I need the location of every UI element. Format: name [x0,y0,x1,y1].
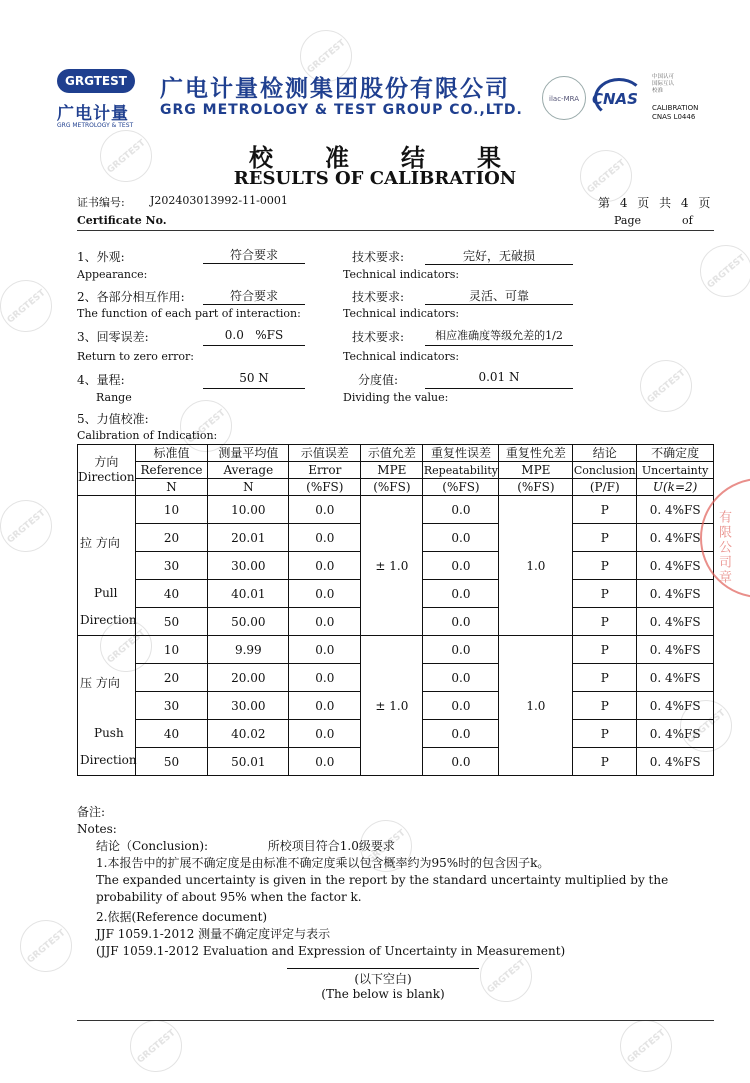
col-uncertainty-unit: U(k=2) [637,479,714,496]
tech-label-cn: 技术要求: [352,290,405,304]
con-cell: P [573,608,637,636]
col-average-cn: 测量平均值 [208,445,289,462]
watermark-logo: GRGTEST [469,939,542,1012]
watermark-logo: GRGTEST [9,909,82,982]
rep-mpe-cell: 1.0 [499,636,573,776]
col-repeatability-en: Repeatability [423,463,499,477]
blank-divider [287,968,479,969]
force-calibration-label-cn: 5、力值校准: [77,412,149,426]
err-cell: 0.0 [289,552,361,580]
cnas-logo-text: CNAS [592,90,638,108]
note1-cn: 1.本报告中的扩展不确定度是由标准不确定度乘以包含概率约为95%时的包含因子k。 [96,856,550,870]
pull-section [78,496,714,636]
col-rep-mpe-en: MPE [499,462,573,479]
col-conclusion-cn: 结论 [573,445,637,462]
underline [203,304,305,305]
tech-label-en: Technical indicators: [343,268,460,281]
notes-label-cn: 备注: [77,805,106,819]
avg-cell: 40.01 [208,580,289,608]
watermark-logo: GRGTEST [669,689,742,762]
watermark-logo: GRGTEST [89,119,162,192]
col-mpe-cn: 示值允差 [361,445,423,462]
col-error-cn: 示值误差 [289,445,361,462]
certificate-number: J202403013992-11-0001 [150,194,288,207]
ref-cell: 10 [135,496,208,524]
col-error-en: Error [289,462,361,479]
unc-cell: 0. 4%FS [637,552,714,580]
underline [203,263,305,264]
certificate-label-cn: 证书编号: [77,196,125,209]
unc-cell: 0. 4%FS [637,636,714,664]
rep-cell: 0.0 [423,636,499,664]
division-label-cn: 分度值: [358,373,399,387]
ref-cell: 40 [135,720,208,748]
below-blank-cn: (以下空白) [354,972,412,986]
col-direction [78,445,136,496]
division-value: 0.01 N [478,370,520,384]
avg-cell: 10.00 [208,496,289,524]
con-cell: P [573,524,637,552]
certificate-label-en: Certificate No. [77,214,167,227]
appearance-label-cn: 1、外观: [77,250,125,264]
unc-cell: 0. 4%FS [637,580,714,608]
watermark-logo: GRGTEST [0,269,63,342]
mpe-cell: ± 1.0 [361,496,423,636]
push-direction-cell [78,636,136,776]
tech-label-cn: 技术要求: [352,330,405,344]
unc-cell: 0. 4%FS [637,748,714,776]
note1-en-line2: probability of about 95% when the factor k. [96,890,362,904]
col-uncertainty-cn: 不确定度 [637,445,714,462]
con-cell: P [573,748,637,776]
notes-section [77,804,668,960]
underline [425,388,573,389]
force-calibration-label-en: Calibration of Indication: [77,429,218,442]
header-direction-en: Direction [78,470,135,484]
tech1-value: 完好，无破损 [462,249,535,263]
note2-cn: JJF 1059.1-2012 测量不确定度评定与表示 [96,927,331,941]
appearance-value: 符合要求 [229,248,278,262]
watermark-logo: GRGTEST [629,349,702,422]
tech2-value: 灵活、可靠 [468,289,529,303]
pull-direction-cell [78,496,136,636]
note2-en: (JJF 1059.1-2012 Evaluation and Expression of Uncertainty in Measurement) [96,944,566,958]
rep-cell: 0.0 [423,552,499,580]
col-rep-mpe-unit: (%FS) [499,479,573,496]
unc-cell: 0. 4%FS [637,496,714,524]
err-cell: 0.0 [289,720,361,748]
err-cell: 0.0 [289,748,361,776]
rep-mpe-cell: 1.0 [499,496,573,636]
watermark-logo: GRGTEST [119,1009,192,1082]
conclusion-label: 结论（Conclusion): [96,839,209,853]
note2-label: 2.依据(Reference document) [96,910,268,924]
cnas-calibration-label [652,104,698,122]
unc-cell: 0. 4%FS [637,720,714,748]
range-value: 50 N [239,371,269,385]
col-repeatability-unit: (%FS) [423,479,499,496]
avg-cell: 20.00 [208,664,289,692]
notes-label-en: Notes: [77,822,117,836]
range-label-en: Range [96,391,132,404]
col-average-unit: N [208,479,289,496]
below-blank-en: (The below is blank) [321,987,445,1001]
pull-direction-cn: 拉 方向 [80,536,120,550]
con-cell: P [573,496,637,524]
table-row [78,496,714,524]
table-header [78,445,714,496]
footer-divider [77,1020,714,1021]
con-cell: P [573,692,637,720]
unc-cell: 0. 4%FS [637,692,714,720]
col-reference-en: Reference [135,462,208,479]
err-cell: 0.0 [289,636,361,664]
ref-cell: 10 [135,636,208,664]
ilac-mra-icon: ilac-MRA [542,76,586,120]
col-repeatability-cn: 重复性误差 [423,445,499,462]
err-cell: 0.0 [289,580,361,608]
err-cell: 0.0 [289,524,361,552]
ref-cell: 50 [135,608,208,636]
avg-cell: 9.99 [208,636,289,664]
col-uncertainty-en: Uncertainty [637,462,714,479]
underline [425,264,573,265]
cnas-chinese-text: 中国认可 国际互认 校准 [652,74,675,94]
page-info: 第 4 页 共 4 页 [598,196,711,210]
zero-error-value: 0.0 %FS [224,328,284,342]
col-mpe-unit: (%FS) [361,479,423,496]
header-divider [77,230,714,231]
title-english: RESULTS OF CALIBRATION [233,168,517,189]
seal-text: 有限公司章 [716,510,731,585]
rep-cell: 0.0 [423,608,499,636]
watermark-logo: GRGTEST [569,139,642,212]
col-reference-unit: N [135,479,208,496]
of-label-en: of [682,214,693,227]
rep-cell: 0.0 [423,720,499,748]
mpe-cell: ± 1.0 [361,636,423,776]
push-direction-en2: Direction [80,753,137,767]
underline [425,345,573,346]
company-name-cn: 广电计量检测集团股份有限公司 [160,76,510,102]
ref-cell: 50 [135,748,208,776]
letterhead [52,66,702,132]
calibration-table [77,444,714,776]
conclusion-line [77,838,668,855]
conclusion-value: 所校项目符合1.0级要求 [267,839,395,853]
watermark-logo: GRGTEST [289,19,362,92]
watermark-logo: GRGTEST [0,489,63,562]
err-cell: 0.0 [289,664,361,692]
avg-cell: 50.01 [208,748,289,776]
range-label-cn: 4、量程: [77,373,125,387]
zero-error-label-cn: 3、回零误差: [77,330,149,344]
err-cell: 0.0 [289,692,361,720]
watermark-logo: GRGTEST [169,389,242,462]
col-rep-mpe-cn: 重复性允差 [499,445,573,462]
rep-cell: 0.0 [423,692,499,720]
company-name-en: GRG METROLOGY & TEST GROUP CO.,LTD. [160,102,523,118]
col-mpe-en: MPE [361,462,423,479]
interaction-value: 符合要求 [229,289,278,303]
push-section [78,636,714,776]
col-average-en: Average [208,462,289,479]
cnas-calibration-text: CALIBRATION [652,104,699,112]
cnas-icon [592,78,648,118]
con-cell: P [573,580,637,608]
avg-cell: 20.01 [208,524,289,552]
ref-cell: 20 [135,664,208,692]
rep-cell: 0.0 [423,524,499,552]
avg-cell: 50.00 [208,608,289,636]
watermark-logo: GRGTEST [689,234,750,307]
watermark-logo: GRGTEST [89,609,162,682]
zero-error-label-en: Return to zero error: [77,350,194,363]
header-direction-cn: 方向 [94,455,119,469]
col-conclusion-unit: (P/F) [573,479,637,496]
title-chinese: 校准结果 [249,143,553,172]
push-direction-cn: 压 方向 [80,676,120,690]
con-cell: P [573,664,637,692]
col-error-unit: (%FS) [289,479,361,496]
col-reference-cn: 标准值 [135,445,208,462]
pull-direction-en2: Direction [80,613,137,627]
con-cell: P [573,636,637,664]
unc-cell: 0. 4%FS [637,524,714,552]
tech-label-cn: 技术要求: [352,250,405,264]
rep-cell: 0.0 [423,580,499,608]
division-label-en: Dividing the value: [343,391,449,404]
underline [203,345,305,346]
appearance-label-en: Appearance: [77,268,148,281]
con-cell: P [573,552,637,580]
unc-cell: 0. 4%FS [637,664,714,692]
pull-direction-en1: Pull [94,586,118,600]
company-logo [57,69,135,127]
avg-cell: 30.00 [208,552,289,580]
note1-en-line1: The expanded uncertainty is given in the report by the standard uncertainty multiplied by the [96,873,669,887]
logo-english-name: GRG METROLOGY & TEST [57,122,134,129]
err-cell: 0.0 [289,496,361,524]
tech3-value: 相应准确度等级允差的1/2 [435,329,563,342]
avg-cell: 30.00 [208,692,289,720]
err-cell: 0.0 [289,608,361,636]
interaction-label-cn: 2、各部分相互作用: [77,290,185,304]
watermark-logo: GRGTEST [609,1009,682,1082]
ref-cell: 40 [135,580,208,608]
avg-cell: 40.02 [208,720,289,748]
cnas-number: CNAS L0446 [652,113,696,121]
underline [203,388,305,389]
col-conclusion-en: Conclusion [573,463,636,477]
ref-cell: 30 [135,692,208,720]
rep-cell: 0.0 [423,664,499,692]
page-label-en: Page [614,214,642,227]
interaction-label-en: The function of each part of interaction: [77,307,301,320]
logo-chinese-name: 广电计量 [57,104,129,124]
rep-cell: 0.0 [423,496,499,524]
watermark-logo: GRGTEST [349,809,422,882]
tech-label-en: Technical indicators: [343,307,460,320]
rep-cell: 0.0 [423,748,499,776]
table-row [78,636,714,664]
unc-cell: 0. 4%FS [637,608,714,636]
ref-cell: 30 [135,552,208,580]
push-direction-en1: Push [94,726,124,740]
ref-cell: 20 [135,524,208,552]
underline [425,304,573,305]
con-cell: P [573,720,637,748]
tech-label-en: Technical indicators: [343,350,460,363]
logo-badge: GRGTEST [57,69,135,93]
